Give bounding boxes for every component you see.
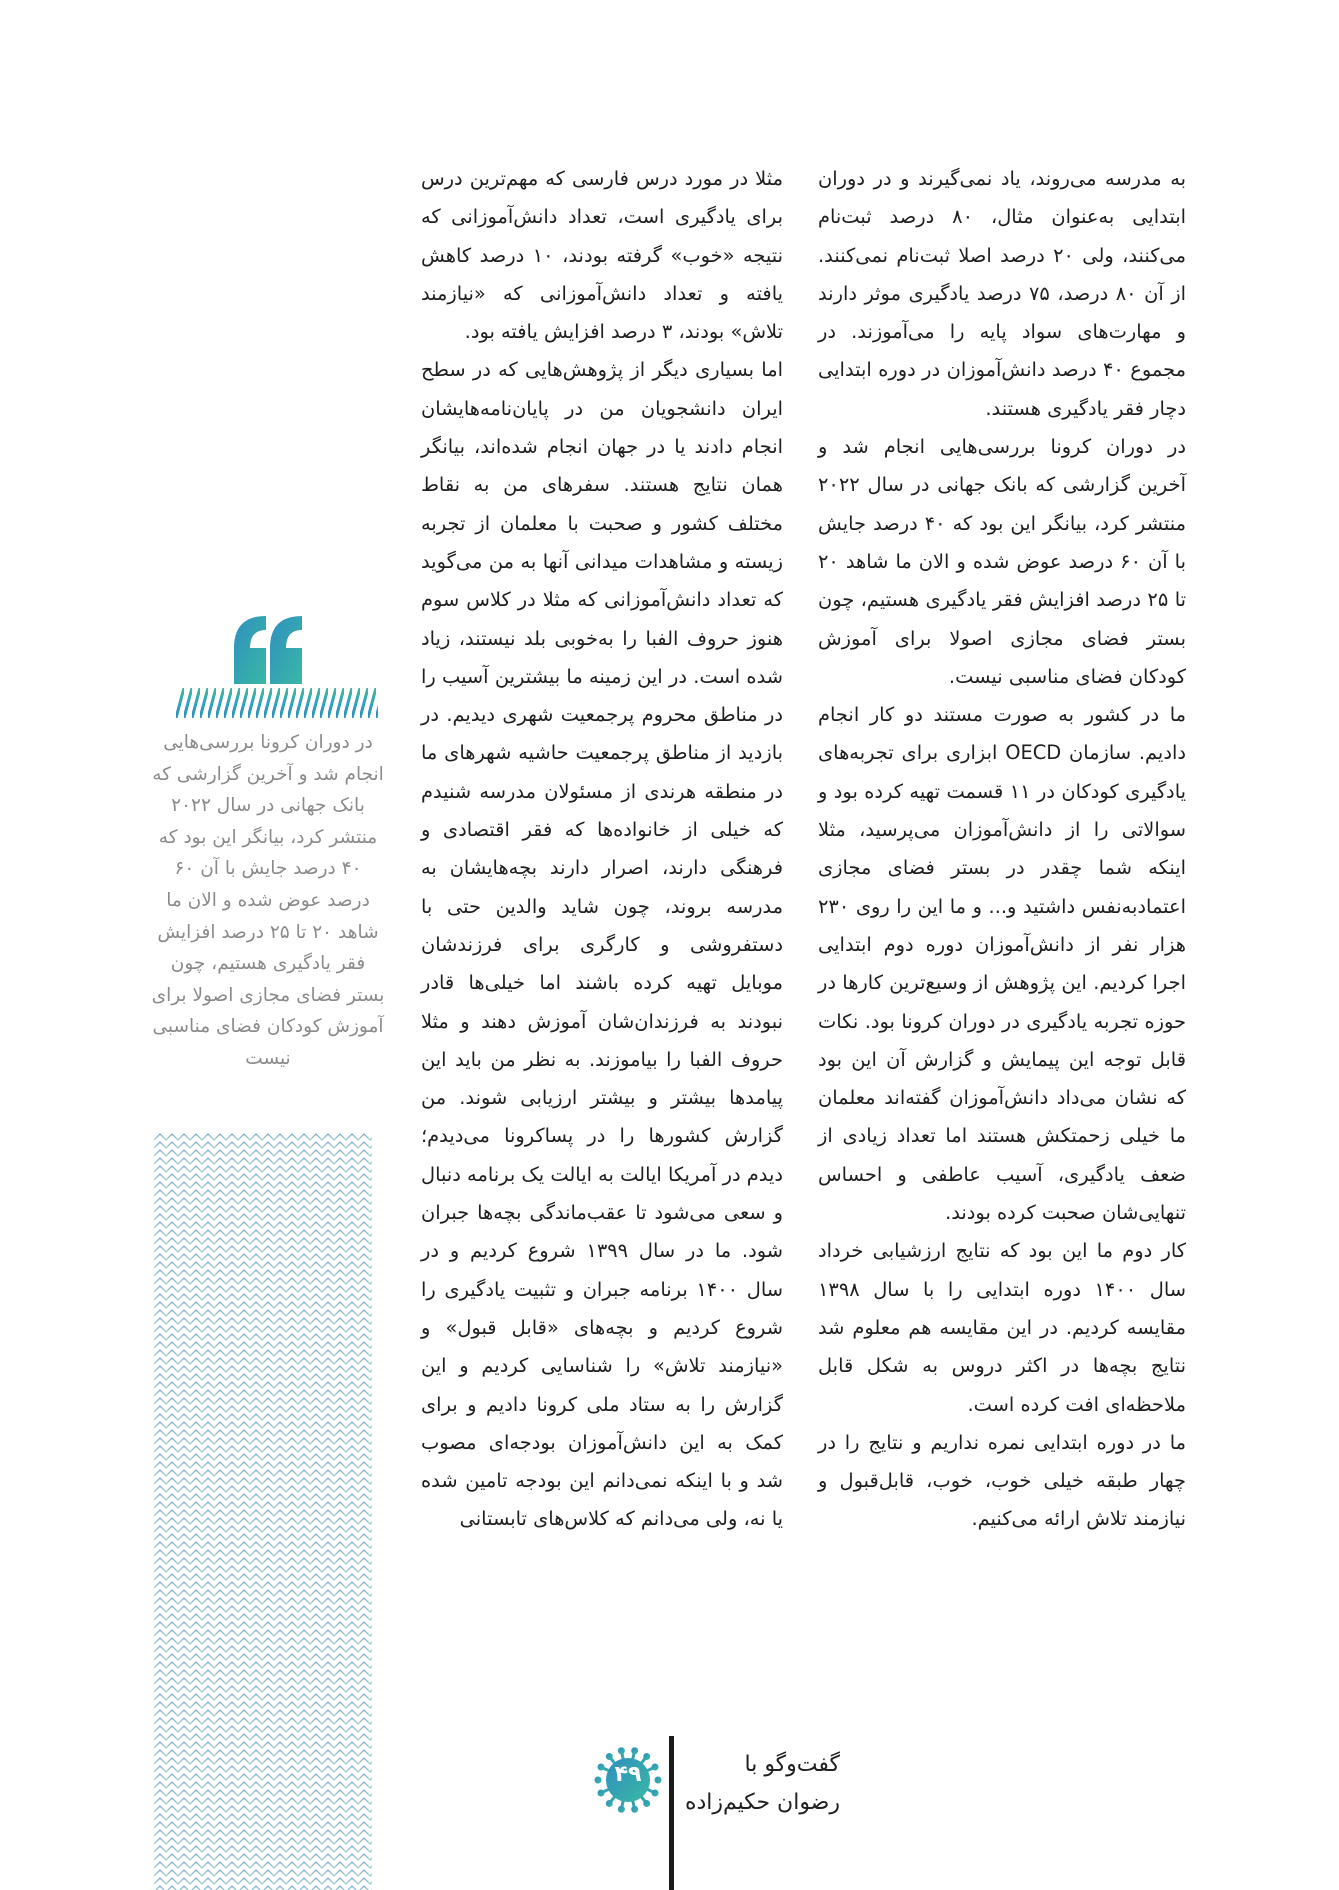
- article-column-left: [421, 160, 783, 1539]
- pull-quote: در دوران کرونا بررسی‌هایی انجام شد و آخرین گزارشی که بانک جهانی در سال ۲۰۲۲ منتشر کرد، بیانگر این بود که ۴۰ درصد جایش با آن ۶۰ درصد عوض شده و الان ما شاهد ۲۰ تا ۲۵ درصد افزایش فقر یادگیری هستیم، چون بستر فضای مجازی اصولا برای آموزش کودکان فضای مناسبی نیست: [151, 732, 385, 1069]
- zigzag-pattern: [154, 1130, 372, 1890]
- paragraph: به مدرسه می‌روند، یاد نمی‌گیرند و در دوران ابتدایی به‌عنوان مثال، ۸۰ درصد ثبت‌نام می‌کنند، ولی ۲۰ درصد اصلا ثبت‌نام نمی‌کنند. از آن ۸۰ درصد، ۷۵ درصد یادگیری موثر دارند و مهارت‌های سواد پایه را می‌آموزند. در مجموع ۴۰ درصد دانش‌آموزان در دوره ابتدایی دچار فقر یادگیری هستند.: [818, 167, 1186, 420]
- section-title: گفت‌وگو با: [744, 1752, 840, 1777]
- paragraph: در دوران کرونا بررسی‌هایی انجام شد و آخرین گزارشی که بانک جهانی در سال ۲۰۲۲ منتشر کرد، بیانگر این بود که ۴۰ درصد جایش با آن ۶۰ درصد عوض شده و الان ما شاهد ۲۰ تا ۲۵ درصد افزایش فقر یادگیری هستیم، چون بستر فضای مجازی اصولا برای آموزش کودکان فضای مناسبی نیست.: [818, 435, 1187, 688]
- paragraph: ما در دوره ابتدایی نمره نداریم و نتایج را در چهار طبقه خیلی خوب، خوب، قابل‌قبول و نیازمند تلاش ارائه می‌کنیم.: [818, 1430, 1186, 1531]
- page-number: ۴۹: [614, 1762, 642, 1787]
- quote-mark-icon: [232, 614, 304, 686]
- paragraph: مثلا در مورد درس فارسی که مهم‌ترین درس برای یادگیری است، تعداد دانش‌آموزانی که نتیجه «خوب» گرفته بودند، ۱۰ درصد کاهش یافته و تعداد دانش‌آموزانی که «نیازمند تلاش» بودند، ۳ درصد افزایش یافته بود.: [421, 167, 783, 344]
- paragraph: ما در کشور به صورت مستند دو کار انجام دادیم. سازمان OECD ابزاری برای تجربه‌های یادگیری کودکان در ۱۱ قسمت تهیه کرده بود و سوالاتی را از دانش‌آموزان می‌پرسید، مثلا اینکه شما چقدر در بستر فضای مجازی اعتمادبه‌نفس داشتید و... و ما این را روی ۲۳۰ هزار نفر از دانش‌آموزان دوره دوم ابتدایی اجرا کردیم. این پژوهش از وسیع‌ترین کارها در حوزه تجربه یادگیری در دوران کرونا بود. نکات قابل توجه این پیمایش و گزارش آن این بود که نشان می‌داد دانش‌آموزان گفته‌اند معلمان ما خیلی زحمتکش هستند اما تعداد زیادی از ضعف یادگیری، آسیب عاطفی و احساس تنهایی‌شان صحبت کرده بودند.: [818, 703, 1187, 1225]
- hatch-divider: [176, 688, 378, 718]
- page-divider: [669, 1736, 674, 1890]
- paragraph: کار دوم ما این بود که نتایج ارزشیابی خرداد سال ۱۴۰۰ دوره ابتدایی را با سال ۱۳۹۸ مقایسه کردیم. در این مقایسه هم معلوم شد نتایج بچه‌ها در اکثر دروس به شکل قابل ملاحظه‌ای افت کرده است.: [818, 1239, 1186, 1416]
- article-column-right: [818, 160, 1186, 1539]
- paragraph: اما بسیاری دیگر از پژوهش‌هایی که در سطح ایران دانشجویان من در پایان‌نامه‌هایشان انجام دادند یا در جهان انجام شده‌اند، بیانگر همان نتایج هستند. سفرهای من به نقاط مختلف کشور و صحبت با معلمان از تجربه زیسته و مشاهدات میدانی آنها به من می‌گوید که تعداد دانش‌آموزانی که مثلا در کلاس سوم هنوز حروف الفبا را به‌خوبی بلد نیستند، زیاد شده است. در این زمینه ما بیشترین آسیب را در مناطق محروم پرجمعیت شهری دیدیم. در بازدید از مناطق پرجمعیت حاشیه شهرهای ما در منطقه هرندی از مسئولان مدرسه شنیدم که خیلی از خانواده‌ها که فقر اقتصادی و فرهنگی دارند، اصرار دارند بچه‌هایشان به مدرسه بروند، چون شاید والدین حتی با دستفروشی و کارگری برای فرزندشان موبایل تهیه کرده باشند اما خیلی‌ها قادر نبودند به فرزندان‌شان آموزش دهند و مثلا حروف الفبا را بیاموزند. به نظر من باید این پیامدها بیشتر و بیشتر ارزیابی شوند. من گزارش کشورها را در پساکرونا می‌دیدم؛ دیدم در آمریکا ایالت به ایالت یک برنامه دنبال و سعی می‌شود تا عقب‌ماندگی بچه‌ها جبران شود. ما در سال ۱۳۹۹ شروع کردیم و در سال ۱۴۰۰ برنامه جبران و تثبیت یادگیری را شروع کردیم و بچه‌های «قابل قبول» و «نیازمند تلاش» را شناسایی کردیم و این گزارش را به ستاد ملی کرونا دادیم و برای کمک به این دانش‌آموزان بودجه‌ای مصوب شد و با اینکه نمی‌دانم این بودجه تامین شده یا نه، ولی می‌دانم که کلاس‌های تابستانی: [421, 358, 783, 1531]
- section-subtitle: رضوان حکیم‌زاده: [684, 1790, 840, 1815]
